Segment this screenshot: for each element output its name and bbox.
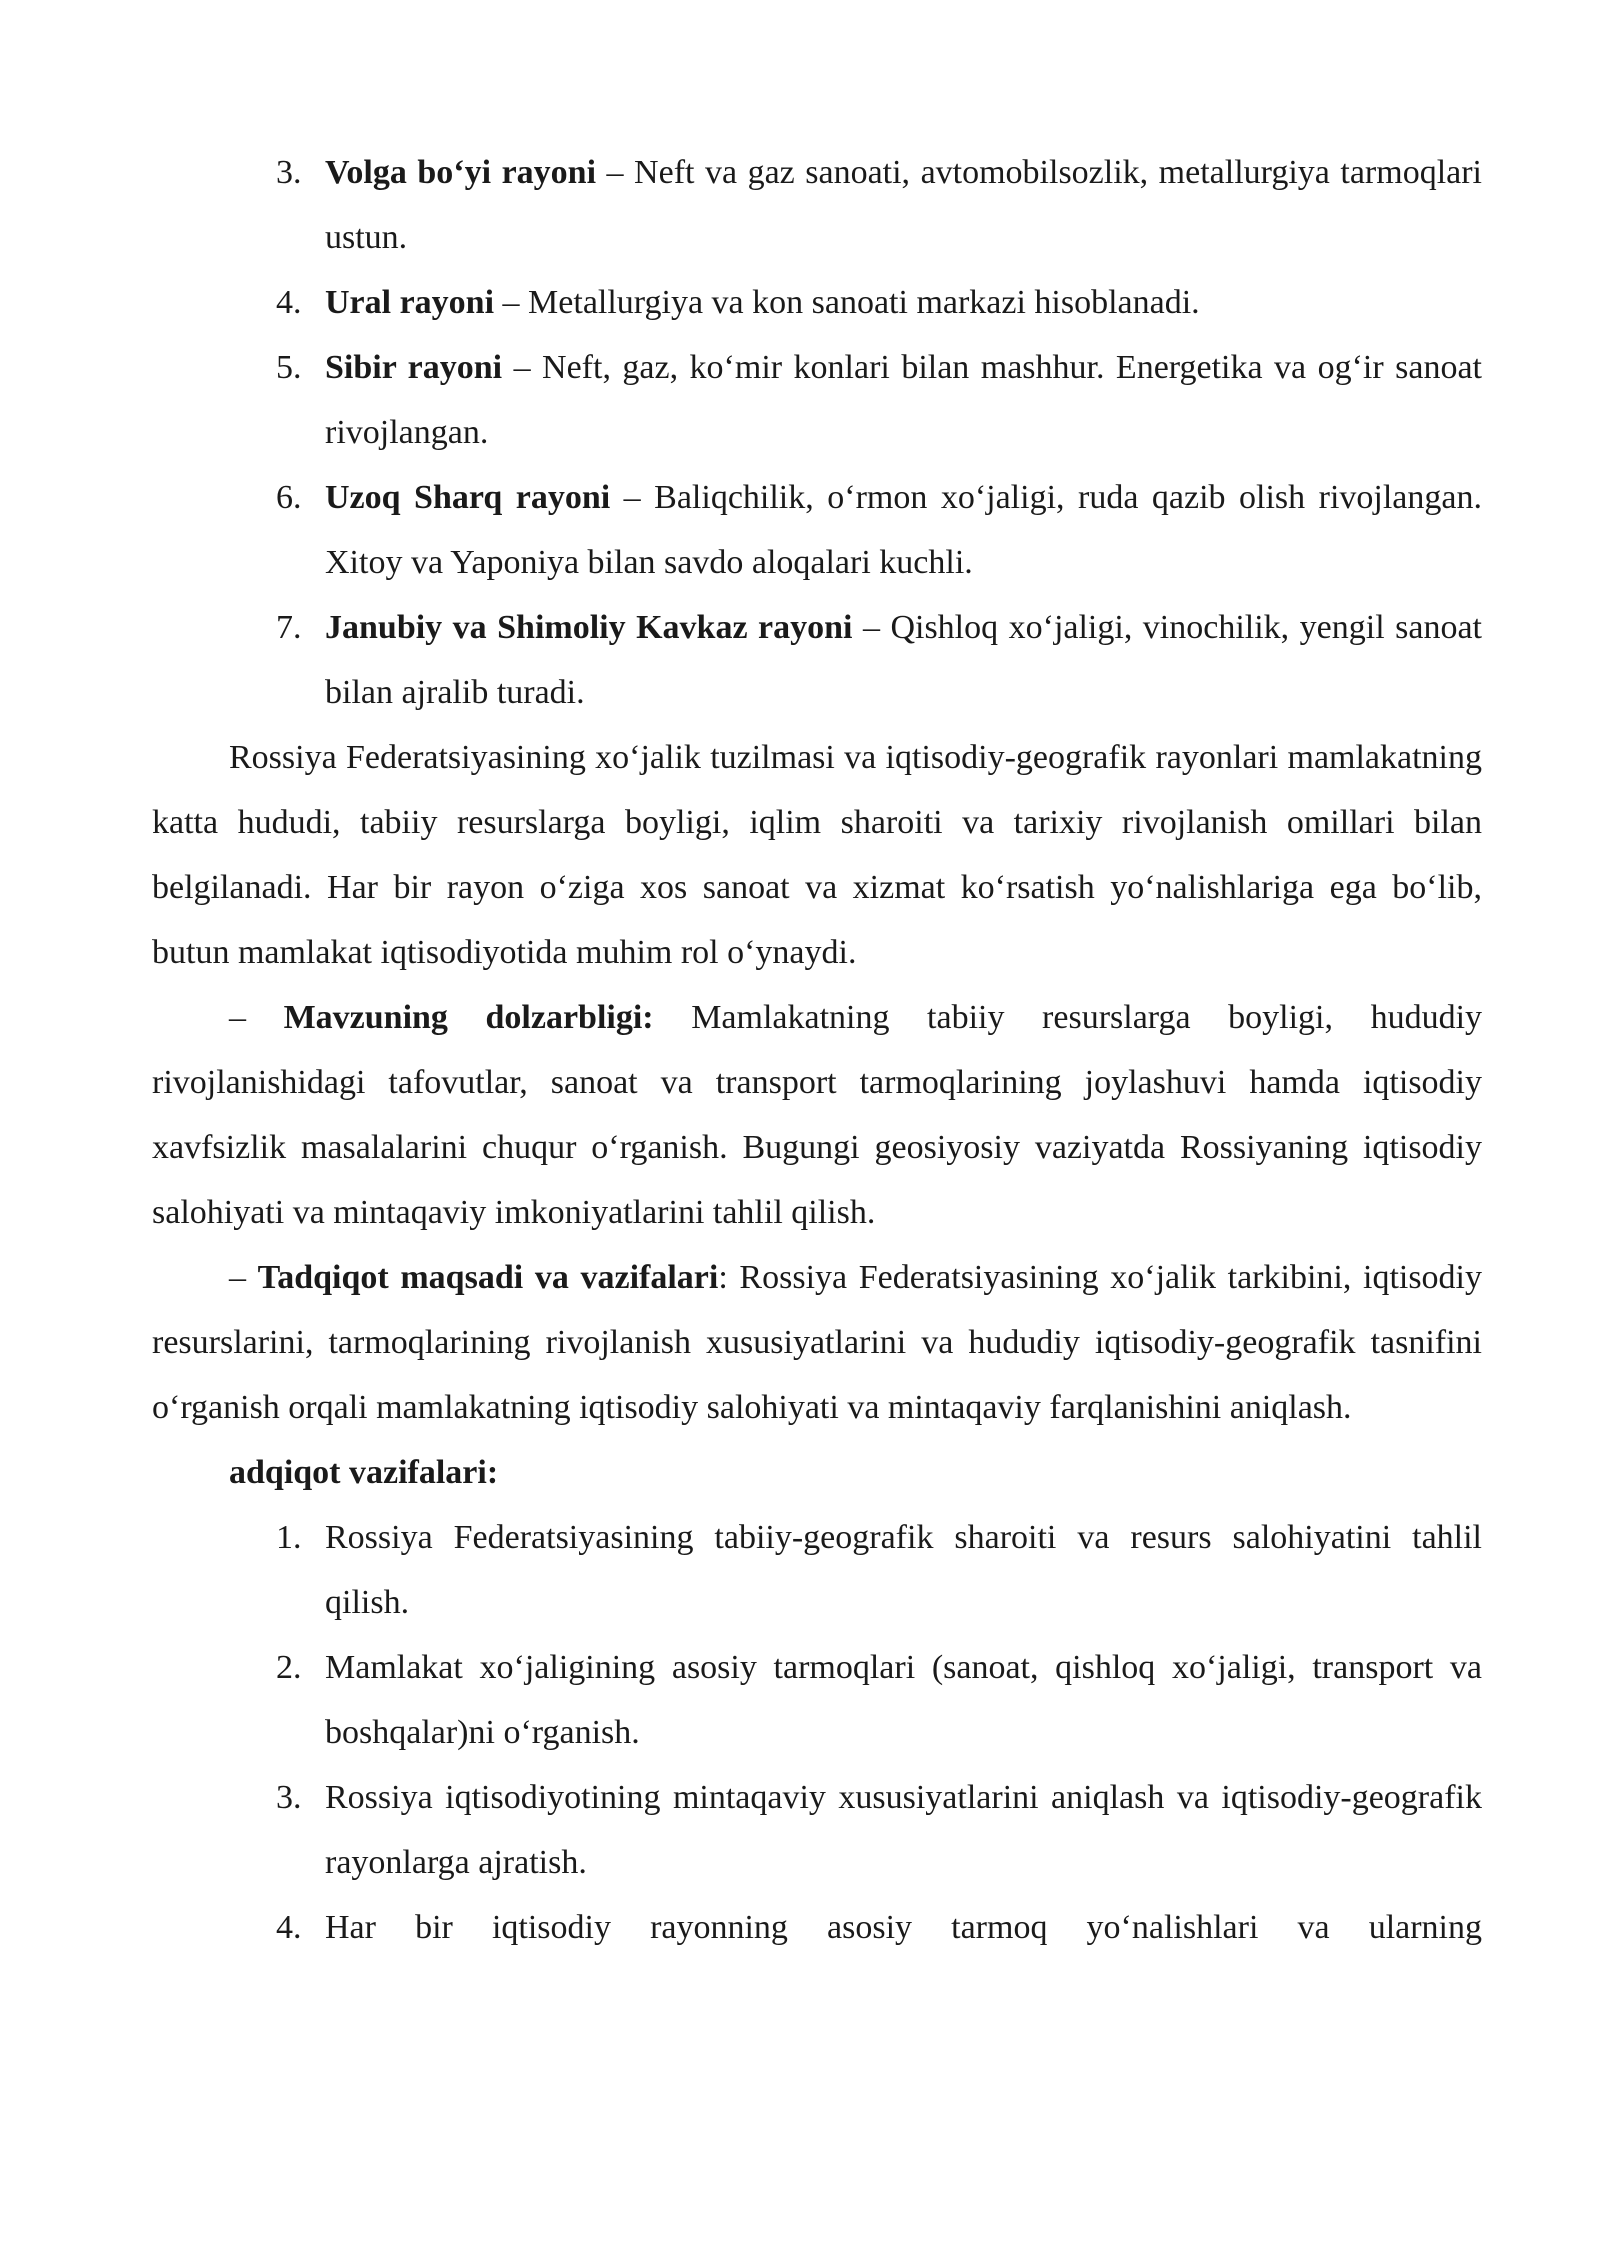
- tasks-heading-text: adqiqot vazifalari:: [229, 1454, 499, 1491]
- document-page: [152, 140, 1482, 1960]
- list-number: 6.: [276, 479, 302, 516]
- list-item: [152, 1895, 1482, 1960]
- summary-paragraph: Rossiya Federatsiyasining xo‘jalik tuzilmasi va iqtisodiy-geografik rayonlari mamlakatning katta hududi, tabiiy resurslarga boyligi, iqlim sharoiti va tarixiy rivojlanish omillari bilan belgilanadi. Har bir rayon o‘ziga xos sanoat va xizmat ko‘rsatish yo‘nalishlariga ega bo‘lib, butun mamlakat iqtisodiyotida muhim rol o‘ynaydi.: [152, 739, 1482, 971]
- relevance-heading: Mavzuning dolzarbligi:: [283, 999, 654, 1036]
- region-name: Janubiy va Shimoliy Kavkaz rayoni: [325, 609, 853, 646]
- task-text: Mamlakat xo‘jaligining asosiy tarmoqlari (sanoat, qishloq xo‘jaligi, transport va boshqalar)ni o‘rganish.: [325, 1649, 1482, 1751]
- goal-text: : Rossiya Federatsiyasining xo‘jalik tarkibini, iqtisodiy resurslarini, tarmoqlarining rivojlanish xususiyatlarini va hududiy iqtisodiy-geografik tasnifini o‘rganish orqali mamlakatning iqtisodiy salohiyati va mintaqaviy farqlanishini aniqlash.: [152, 1259, 1483, 1426]
- task-text: Rossiya Federatsiyasining tabiiy-geografik sharoiti va resurs salohiyatini tahlil qilish.: [325, 1519, 1482, 1621]
- regions-list: [152, 140, 1482, 725]
- goal-paragraph: [152, 1245, 1482, 1440]
- list-number: 2.: [276, 1649, 302, 1686]
- region-description: – Neft va gaz sanoati, avtomobilsozlik, metallurgiya tarmoqlari ustun.: [325, 154, 1482, 256]
- list-number: 3.: [276, 1779, 302, 1816]
- list-number: 4.: [276, 284, 302, 321]
- dash: –: [229, 1259, 258, 1296]
- list-number: 7.: [276, 609, 302, 646]
- region-description: – Qishloq xo‘jaligi, vinochilik, yengil sanoat bilan ajralib turadi.: [325, 609, 1482, 711]
- task-text: Rossiya iqtisodiyotining mintaqaviy xususiyatlarini aniqlash va iqtisodiy-geografik rayonlarga ajratish.: [325, 1779, 1482, 1881]
- list-item: [152, 140, 1482, 270]
- region-description: – Metallurgiya va kon sanoati markazi hisoblanadi.: [494, 284, 1200, 321]
- list-item: [152, 595, 1482, 725]
- list-number: 1.: [276, 1519, 302, 1556]
- tasks-heading: [152, 1440, 1482, 1505]
- list-number: 5.: [276, 349, 302, 386]
- dash: –: [229, 999, 284, 1036]
- task-text: Har bir iqtisodiy rayonning asosiy tarmoq yo‘nalishlari va ularning: [325, 1909, 1482, 1946]
- list-item: [152, 465, 1482, 595]
- relevance-text: Mamlakatning tabiiy resurslarga boyligi, hududiy rivojlanishidagi tafovutlar, sanoat va transport tarmoqlarining joylashuvi hamda iqtisodiy xavfsizlik masalalarini chuqur o‘rganish. Bugungi geosiyosiy vaziyatda Rossiyaning iqtisodiy salohiyati va mintaqaviy imkoniyatlarini tahlil qilish.: [152, 999, 1483, 1231]
- relevance-paragraph: [152, 985, 1482, 1245]
- region-description: – Neft, gaz, ko‘mir konlari bilan mashhur. Energetika va og‘ir sanoat rivojlangan.: [325, 349, 1482, 451]
- list-number: 4.: [276, 1909, 302, 1946]
- region-name: Ural rayoni: [325, 284, 495, 321]
- region-name: Volga bo‘yi rayoni: [325, 154, 597, 191]
- list-number: 3.: [276, 154, 302, 191]
- list-item: [152, 1505, 1482, 1635]
- list-item: [152, 270, 1482, 335]
- list-item: [152, 1765, 1482, 1895]
- goal-heading: Tadqiqot maqsadi va vazifalari: [257, 1259, 719, 1296]
- tasks-list: [152, 1505, 1482, 1960]
- region-name: Sibir rayoni: [325, 349, 503, 386]
- list-item: [152, 1635, 1482, 1765]
- region-description: – Baliqchilik, o‘rmon xo‘jaligi, ruda qazib olish rivojlangan. Xitoy va Yaponiya bilan savdo aloqalari kuchli.: [325, 479, 1482, 581]
- list-item: [152, 335, 1482, 465]
- region-name: Uzoq Sharq rayoni: [325, 479, 611, 516]
